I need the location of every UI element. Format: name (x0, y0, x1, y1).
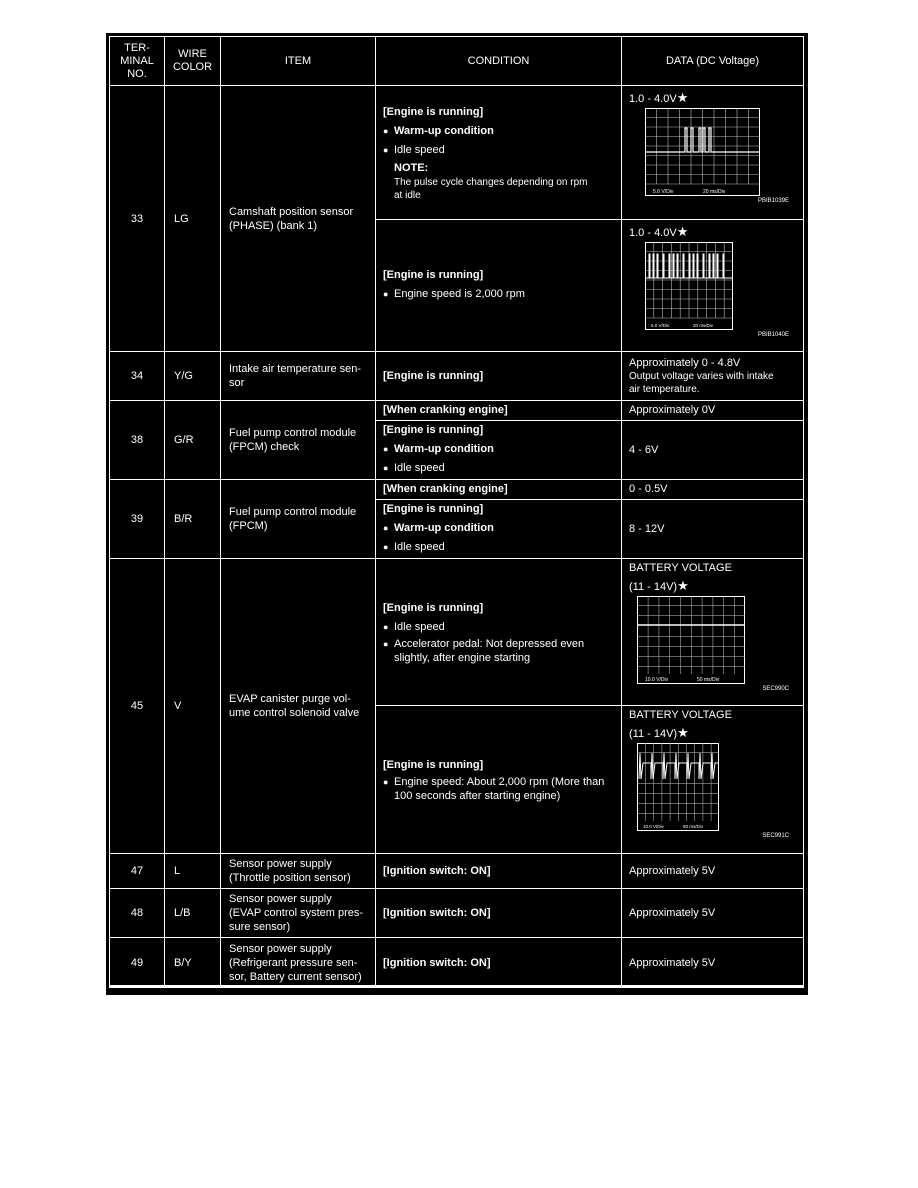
wire-color-cell: B/Y (165, 938, 221, 988)
terminal-cell: 39 (110, 479, 165, 558)
terminal-cell: 38 (110, 400, 165, 479)
wire-color-cell: LG (165, 86, 221, 352)
table-row (110, 352, 804, 401)
wire-color-cell: L/B (165, 888, 221, 938)
condition-cell: [Ignition switch: ON] (376, 888, 622, 938)
svg-text:50 ms/Div: 50 ms/Div (683, 824, 704, 830)
data-cell: 8 - 12V (622, 499, 804, 558)
star-icon: ★ (677, 577, 689, 593)
table-row (110, 888, 804, 938)
svg-text:5.0 V/Div: 5.0 V/Div (653, 189, 674, 195)
condition-cell: [When cranking engine] (376, 479, 622, 499)
svg-text:10.0 V/Div: 10.0 V/Div (643, 824, 664, 830)
data-cell: Approximately 0V (622, 400, 804, 420)
svg-text:20 ms/Div: 20 ms/Div (703, 189, 726, 195)
wire-color-cell: L (165, 854, 221, 888)
wire-color-cell: Y/G (165, 352, 221, 401)
star-icon: ★ (676, 90, 689, 105)
terminal-cell: 33 (110, 86, 165, 352)
oscilloscope-waveform (637, 743, 719, 831)
item-cell: Sensor power supply (Refrigerant pressure sen- sor, Battery current sensor) (221, 938, 376, 988)
data-cell: BATTERY VOLTAGE (11 - 14V)★ 10.0 V/Div 50 ms/Div SEC991C (622, 706, 804, 854)
data-cell: Approximately 0 - 4.8V Output voltage varies with intake air temperature. (622, 352, 804, 401)
svg-text:5.0 V/Div: 5.0 V/Div (651, 322, 670, 328)
oscilloscope-waveform (645, 242, 733, 330)
header-data: DATA (DC Voltage) (622, 37, 804, 86)
condition-cell: [When cranking engine] (376, 400, 622, 420)
item-cell: Fuel pump control module (FPCM) (221, 479, 376, 558)
data-cell: 1.0 - 4.0V★ 5.0 V/Div 20 ms/Div PBIB1040E (622, 219, 804, 352)
data-cell: BATTERY VOLTAGE (11 - 14V)★ 10.0 V/Div 50 ms/Div SEC990C (622, 558, 804, 706)
condition-cell: [Ignition switch: ON] (376, 938, 622, 988)
figure-caption: SEC991C (762, 833, 789, 840)
wire-color-cell: V (165, 558, 221, 854)
condition-cell: [Engine is running] ● Warm-up condition ● Idle speed NOTE: The pulse cycle changes depending on rpm at idle (376, 86, 622, 220)
data-cell: Approximately 5V (622, 938, 804, 988)
svg-text:10.0 V/Div: 10.0 V/Div (645, 676, 669, 683)
condition-cell: [Engine is running] ● Warm-up condition ● Idle speed (376, 421, 622, 480)
bottom-rule (109, 985, 803, 987)
data-cell: 1.0 - 4.0V★ 5.0 V/Div 20 ms/Div PBIB1039E (622, 86, 804, 220)
header-condition: CONDITION (376, 37, 622, 86)
item-cell: Sensor power supply (Throttle position sensor) (221, 854, 376, 888)
data-cell: 4 - 6V (622, 421, 804, 480)
table-row (110, 400, 804, 420)
star-icon: ★ (677, 725, 689, 741)
item-cell: Intake air temperature sen- sor (221, 352, 376, 401)
table-row (110, 938, 804, 988)
terminal-table-sheet (106, 33, 808, 995)
header-row (110, 37, 804, 86)
oscilloscope-waveform (645, 108, 760, 196)
wire-color-cell: G/R (165, 400, 221, 479)
condition-cell: [Engine is running] ● Idle speed ● Accelerator pedal: Not depressed even slightly, after engine starting (376, 558, 622, 706)
svg-text:20 ms/Div: 20 ms/Div (693, 322, 714, 328)
table-row (110, 86, 804, 220)
item-cell: Camshaft position sensor (PHASE) (bank 1) (221, 86, 376, 352)
wire-color-cell: B/R (165, 479, 221, 558)
terminal-cell: 45 (110, 558, 165, 854)
figure-caption: SEC990C (762, 685, 789, 692)
terminal-table (109, 36, 804, 988)
table-row (110, 479, 804, 499)
star-icon: ★ (676, 223, 689, 239)
terminal-cell: 48 (110, 888, 165, 938)
terminal-cell: 34 (110, 352, 165, 401)
header-wire-color: WIRE COLOR (165, 37, 221, 86)
terminal-cell: 49 (110, 938, 165, 988)
figure-caption: PBIB1040E (757, 331, 789, 338)
condition-cell: [Engine is running] (376, 352, 622, 401)
item-cell: EVAP canister purge vol- ume control solenoid valve (221, 558, 376, 854)
condition-cell: [Engine is running] ● Engine speed: About 2,000 rpm (More than 100 seconds after starting engine) (376, 706, 622, 854)
item-cell: Sensor power supply (EVAP control system pres- sure sensor) (221, 888, 376, 938)
header-terminal: TER- MINAL NO. (110, 37, 165, 86)
note-block: NOTE: The pulse cycle changes depending on rpm at idle (394, 161, 588, 201)
data-cell: Approximately 5V (622, 888, 804, 938)
data-cell: Approximately 5V (622, 854, 804, 888)
header-item: ITEM (221, 37, 376, 86)
table-row (110, 854, 804, 888)
oscilloscope-waveform (637, 596, 745, 684)
terminal-cell: 47 (110, 854, 165, 888)
condition-cell: [Ignition switch: ON] (376, 854, 622, 888)
table-row (110, 558, 804, 706)
condition-cell: [Engine is running] ● Engine speed is 2,000 rpm (376, 219, 622, 352)
svg-text:50 ms/Div: 50 ms/Div (697, 676, 720, 683)
figure-caption: PBIB1039E (757, 198, 789, 204)
item-cell: Fuel pump control module (FPCM) check (221, 400, 376, 479)
condition-cell: [Engine is running] ● Warm-up condition ● Idle speed (376, 499, 622, 558)
data-cell: 0 - 0.5V (622, 479, 804, 499)
